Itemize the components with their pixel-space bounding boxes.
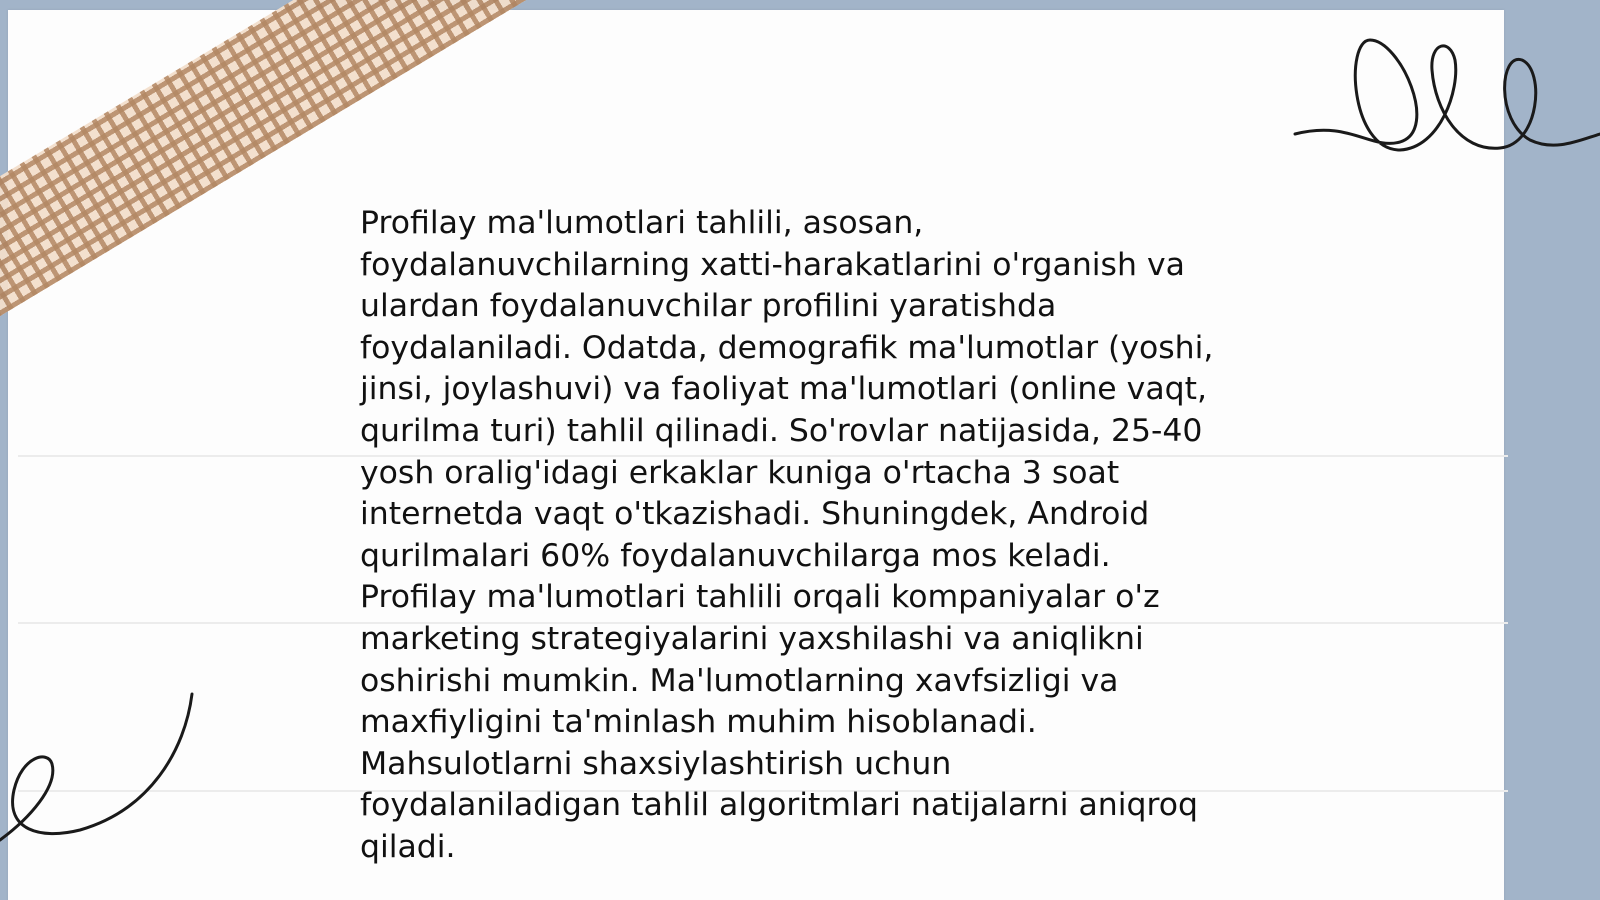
swirl-squiggle-icon bbox=[0, 690, 200, 850]
body-paragraph: Profilay ma'lumotlari tahlili, asosan, foydalanuvchilarning xatti-harakatlarini o'rganish va ulardan foydalanuvchilar profilini yaratishda foydalaniladi. Odatda, demografik ma'lumotlar (yoshi, jinsi, joylashuvi) va faoliyat ma'lumotlari (online vaqt, qurilma turi) tahlil qilinadi. So'rovlar natijasida, 25-40 yosh oralig'idagi erkaklar kuniga o'rtacha 3 soat internetda vaqt o'tkazishadi. Shuningdek, Android qurilmalari 60% foydalanuvchilarga mos keladi. Profilay ma'lumotlari tahlili orqali kompaniyalar o'z marketing strategiyalarini yaxshilashi va aniqlikni oshirishi mumkin. Ma'lumotlarning xavfsizligi va maxfiyligini ta'minlash muhim hisoblanadi. Mahsulotlarni shaxsiylashtirish uchun foydalaniladigan tahlil algoritmlari natijalarni aniqroq qiladi. bbox=[360, 205, 1214, 865]
loop-squiggle-icon bbox=[1290, 30, 1600, 160]
